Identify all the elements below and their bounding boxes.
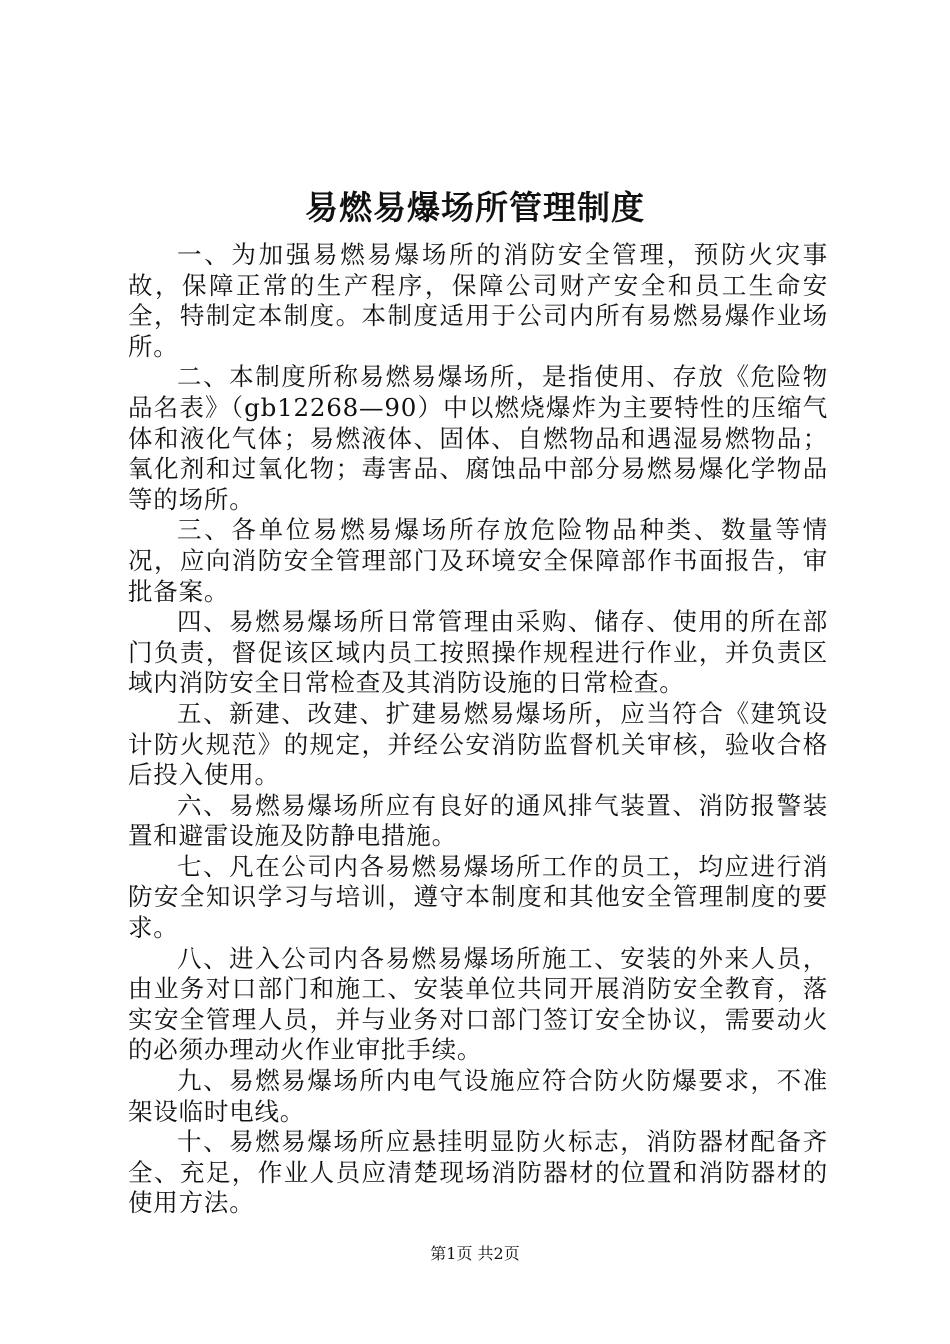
paragraph-8: 八、进入公司内各易燃易爆场所施工、安装的外来人员，由业务对口部门和施工、安装单位共同开展消防安全教育，落实安全管理人员，并与业务对口部门签订安全协议，需要动火的必须办理动火作业审批手续。 <box>128 943 828 1065</box>
paragraph-3: 三、各单位易燃易爆场所存放危险物品种类、数量等情况，应向消防安全管理部门及环境安全保障部作书面报告，审批备案。 <box>128 515 828 606</box>
paragraph-10: 十、易燃易爆场所应悬挂明显防火标志，消防器材配备齐全、充足，作业人员应清楚现场消防器材的位置和消防器材的使用方法。 <box>128 1127 828 1218</box>
document-title: 易燃易爆场所管理制度 <box>305 188 645 227</box>
paragraph-1: 一、为加强易燃易爆场所的消防安全管理，预防火灾事故，保障正常的生产程序，保障公司财产安全和员工生命安全，特制定本制度。本制度适用于公司内所有易燃易爆作业场所。 <box>128 240 828 361</box>
paragraph-7: 七、凡在公司内各易燃易爆场所工作的员工，均应进行消防安全知识学习与培训，遵守本制度和其他安全管理制度的要求。 <box>128 851 828 943</box>
page-footer: 第1页 共2页 <box>430 1244 520 1263</box>
paragraph-2: 二、本制度所称易燃易爆场所，是指使用、存放《危险物品名表》（gb12268—90）中以燃烧爆炸为主要特性的压缩气体和液化气体；易燃液体、固体、自燃物品和遇湿易燃物品；氧化剂和过氧化物；毒害品、腐蚀品中部分易燃易爆化学物品等的场所。 <box>128 362 828 514</box>
paragraph-4: 四、易燃易爆场所日常管理由采购、储存、使用的所在部门负责，督促该区域内员工按照操作规程进行作业，并负责区域内消防安全日常检查及其消防设施的日常检查。 <box>128 607 828 698</box>
document-body <box>128 240 828 1219</box>
paragraph-5: 五、新建、改建、扩建易燃易爆场所，应当符合《建筑设计防火规范》的规定，并经公安消防监督机关审核，验收合格后投入使用。 <box>128 698 828 790</box>
paragraph-9: 九、易燃易爆场所内电气设施应符合防火防爆要求，不准架设临时电线。 <box>128 1066 828 1126</box>
paragraph-6: 六、易燃易爆场所应有良好的通风排气装置、消防报警装置和避雷设施及防静电措施。 <box>128 790 828 851</box>
